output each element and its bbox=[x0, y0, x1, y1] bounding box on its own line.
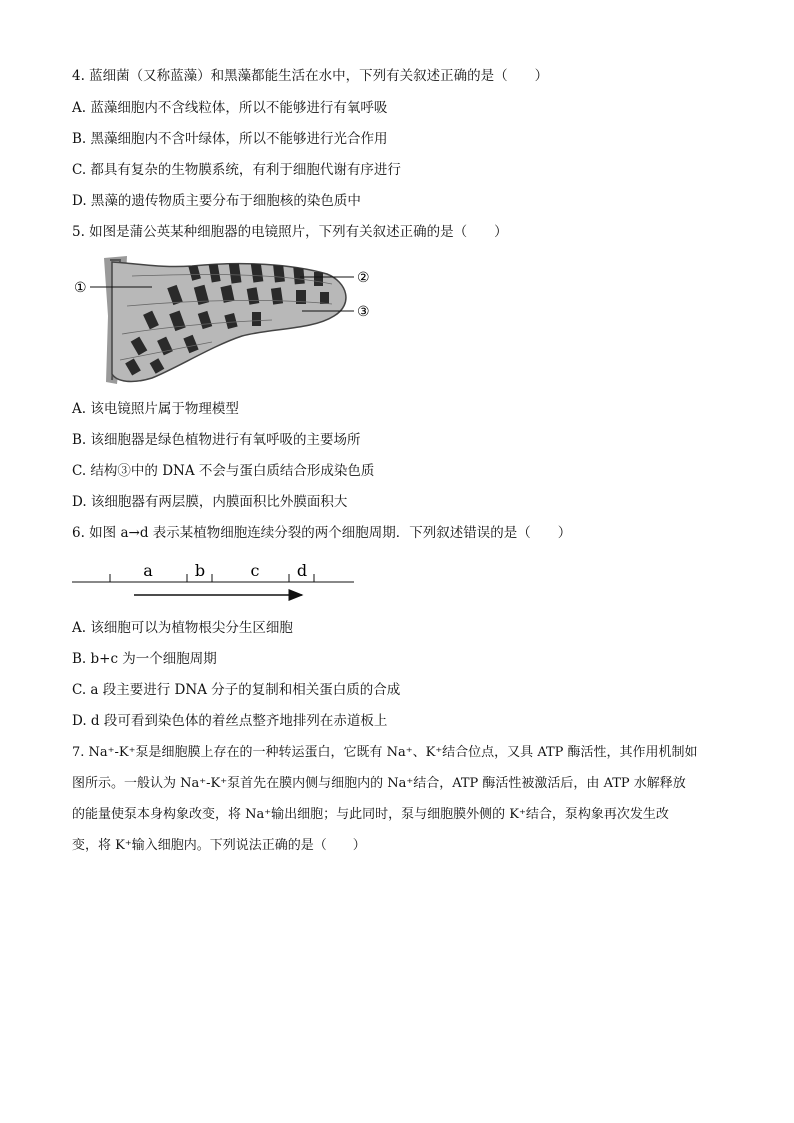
segment-label-b: b bbox=[194, 561, 206, 580]
mitochondrion-micrograph bbox=[72, 256, 382, 388]
q5-option-d: D. 该细胞器有两层膜，内膜面积比外膜面积大 bbox=[72, 494, 348, 510]
segment-label-d: d bbox=[296, 561, 308, 580]
q7-line-1: 7. Na⁺-K⁺泵是细胞膜上存在的一种转运蛋白，它既有 Na⁺、K⁺结合位点，又具 ATP 酶活性，其作用机制如 bbox=[72, 745, 698, 760]
segment-label-a: a bbox=[143, 561, 153, 580]
q6-option-d: D. d 段可看到染色体的着丝点整齐地排列在赤道板上 bbox=[72, 713, 388, 729]
q4-option-a: A. 蓝藻细胞内不含线粒体，所以不能够进行有氧呼吸 bbox=[72, 100, 388, 116]
q5-option-a: A. 该电镜照片属于物理模型 bbox=[72, 401, 239, 417]
q6-option-c: C. a 段主要进行 DNA 分子的复制和相关蛋白质的合成 bbox=[72, 682, 401, 698]
q6-option-a: A. 该细胞可以为植物根尖分生区细胞 bbox=[72, 620, 293, 636]
q6-option-b: B. b+c 为一个细胞周期 bbox=[72, 651, 217, 667]
q4-stem: 4. 蓝细菌（又称蓝藻）和黑藻都能生活在水中，下列有关叙述正确的是（ ） bbox=[72, 68, 549, 84]
q7-line-3: 的能量使泵本身构象改变，将 Na⁺输出细胞；与此同时，泵与细胞膜外侧的 K⁺结合，泵构象再次发生改 bbox=[72, 807, 669, 822]
q5-stem: 5. 如图是蒲公英某种细胞器的电镜照片，下列有关叙述正确的是（ ） bbox=[72, 224, 508, 240]
segment-label-c: c bbox=[250, 561, 260, 580]
q4-option-c: C. 都具有复杂的生物膜系统，有利于细胞代谢有序进行 bbox=[72, 162, 401, 178]
segment-ticks bbox=[110, 574, 314, 582]
q5-option-b: B. 该细胞器是绿色植物进行有氧呼吸的主要场所 bbox=[72, 432, 361, 448]
q6-stem: 6. 如图 a→d 表示某植物细胞连续分裂的两个细胞周期．下列叙述错误的是（ ） bbox=[72, 525, 572, 541]
q7-line-2: 图所示。一般认为 Na⁺-K⁺泵首先在膜内侧与细胞内的 Na⁺结合，ATP 酶活性被激活后，由 ATP 水解释放 bbox=[72, 776, 686, 791]
q5-option-c: C. 结构③中的 DNA 不会与蛋白质结合形成染色质 bbox=[72, 463, 375, 479]
q7-stem bbox=[72, 737, 722, 861]
label-structure-1: ① bbox=[74, 280, 87, 296]
label-structure-2: ② bbox=[357, 270, 370, 286]
q4-option-d: D. 黑藻的遗传物质主要分布于细胞核的染色质中 bbox=[72, 193, 361, 209]
label-structure-3: ③ bbox=[357, 304, 370, 320]
q7-line-4: 变，将 K⁺输入细胞内。下列说法正确的是（ ） bbox=[72, 838, 366, 853]
q4-option-b: B. 黑藻细胞内不含叶绿体，所以不能够进行光合作用 bbox=[72, 131, 388, 147]
cell-cycle-diagram bbox=[72, 558, 362, 606]
